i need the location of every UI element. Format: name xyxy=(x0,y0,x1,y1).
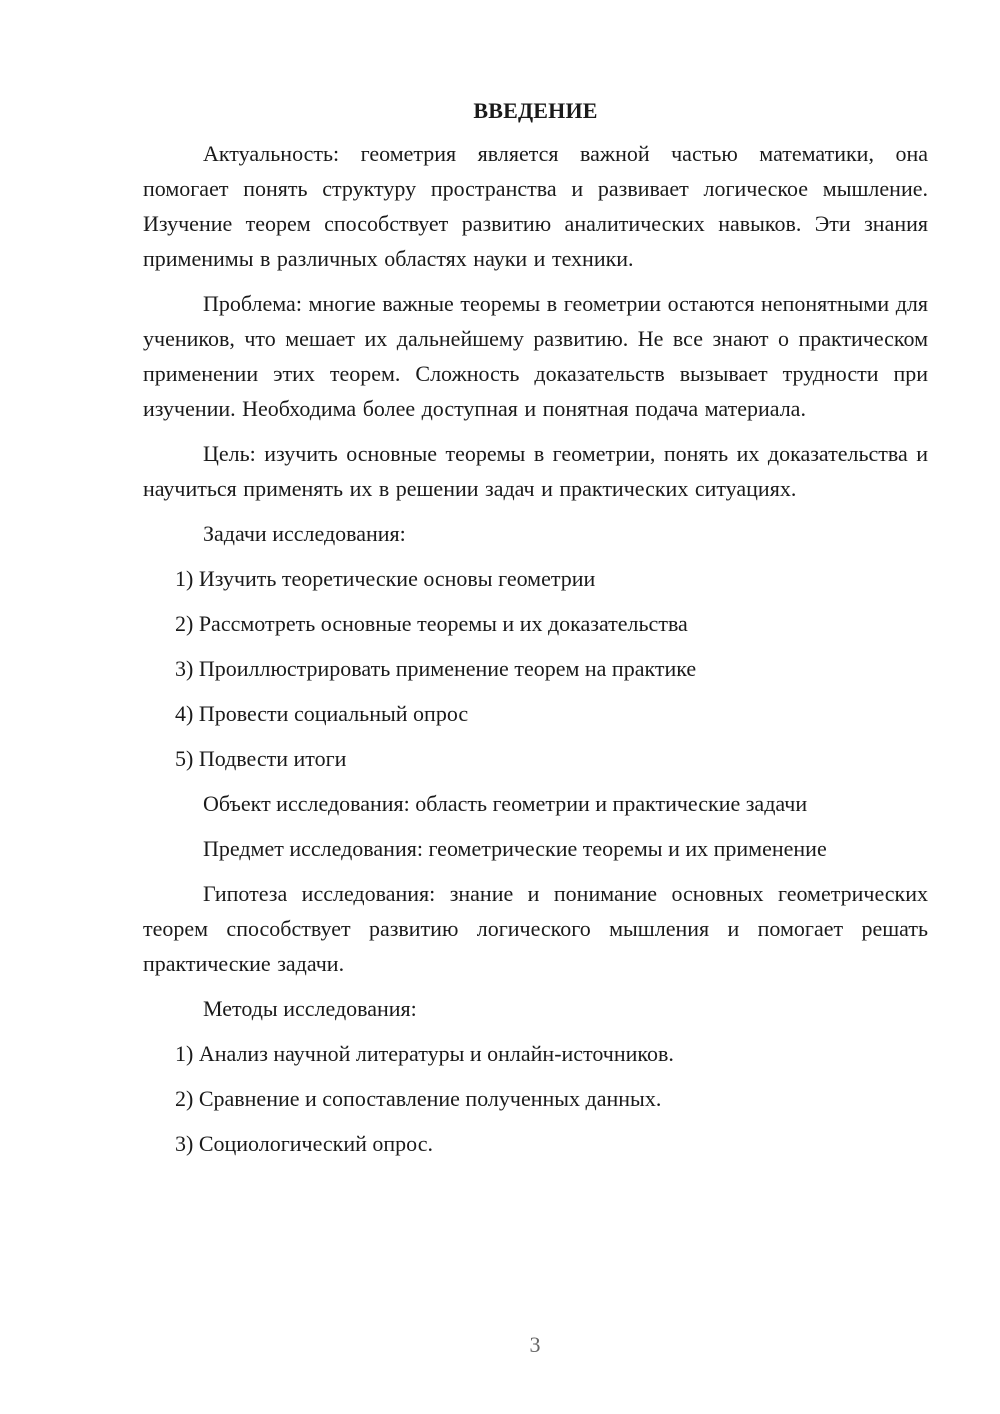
list-item: 1) Анализ научной литературы и онлайн-источников. xyxy=(175,1041,674,1066)
list-item: 2) Сравнение и сопоставление полученных данных. xyxy=(175,1086,662,1111)
list-item: 4) Провести социальный опрос xyxy=(175,701,469,726)
page-number: 3 xyxy=(529,1332,541,1357)
methods-heading: Методы исследования: xyxy=(203,996,417,1021)
page-title: ВВЕДЕНИЕ xyxy=(473,98,598,123)
research-object: Объект исследования: область геометрии и практические задачи xyxy=(203,791,808,816)
list-item: 2) Рассмотреть основные теоремы и их доказательства xyxy=(175,611,688,636)
problem-paragraph: Проблема: многие важные теоремы в геометрии остаются непонятными для учеников, что мешает их дальнейшему развитию. Не все знают о практическом применении этих теорем. Сложность доказательств вызывает трудности при изучении. Необходима более доступная и понятная подача материала. xyxy=(143,291,928,421)
list-item: 5) Подвести итоги xyxy=(175,746,347,771)
relevance-paragraph: Актуальность: геометрия является важной частью математики, она помогает понять структуру пространства и развивает логическое мышление. Изучение теорем способствует развитию аналитических навыков. Эти знания применимы в различных областях науки и техники. xyxy=(143,141,928,271)
methods-list xyxy=(143,1036,928,1161)
list-item: 3) Проиллюстрировать применение теорем на практике xyxy=(175,656,697,681)
goal-paragraph: Цель: изучить основные теоремы в геометрии, понять их доказательства и научиться применять их в решении задач и практических ситуациях. xyxy=(143,441,928,501)
list-item: 1) Изучить теоретические основы геометрии xyxy=(175,566,596,591)
page-content xyxy=(143,96,928,1171)
list-item: 3) Социологический опрос. xyxy=(175,1131,433,1156)
research-subject: Предмет исследования: геометрические теоремы и их применение xyxy=(203,836,827,861)
tasks-heading: Задачи исследования: xyxy=(203,521,406,546)
hypothesis-paragraph: Гипотеза исследования: знание и понимание основных геометрических теорем способствует развитию логического мышления и помогает решать практические задачи. xyxy=(143,881,928,976)
tasks-list xyxy=(143,561,928,776)
